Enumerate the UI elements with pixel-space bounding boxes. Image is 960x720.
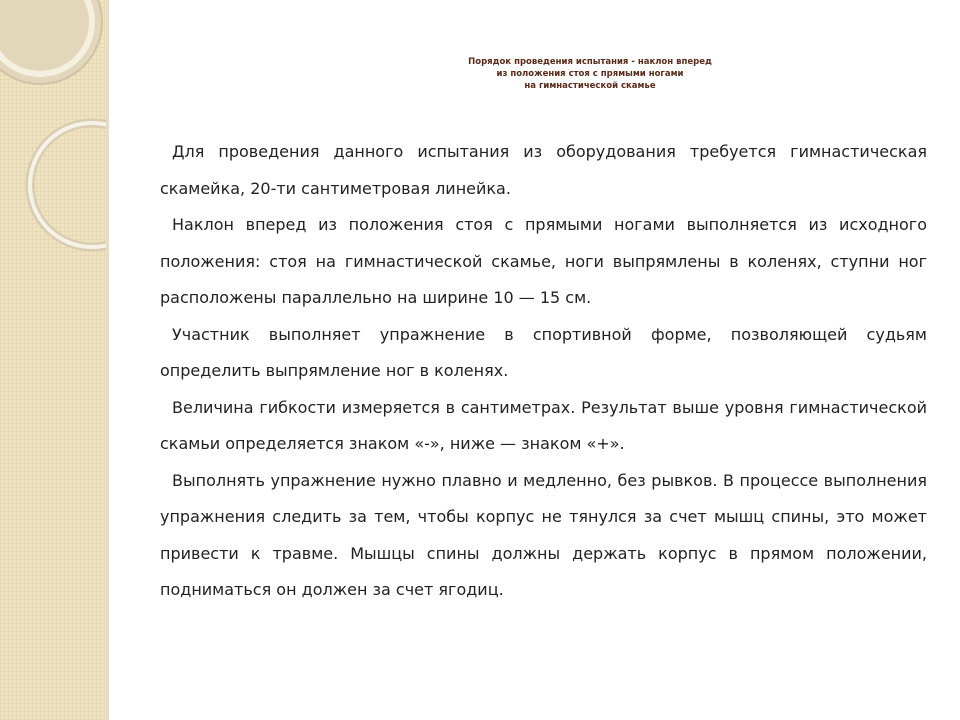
decorative-rings bbox=[0, 0, 108, 720]
title-line: из положения стоя с прямыми ногами bbox=[496, 69, 684, 79]
paragraph-technique: Выполнять упражнение нужно плавно и медленно, без рывков. В процессе выполнения упражнения следить за тем, чтобы корпус не тянулся за счет мышц спины, это может привести к травме. Мышцы спины должны держать корпус в прямом положении, подниматься он должен за счет ягодиц. bbox=[160, 470, 927, 599]
title-line: Порядок проведения испытания - наклон вперед bbox=[468, 57, 712, 67]
paragraph-participant-attire: Участник выполняет упражнение в спортивной форме, позволяющей судьям определить выпрямление ног в коленях. bbox=[160, 324, 927, 380]
paragraph-starting-position: Наклон вперед из положения стоя с прямыми ногами выполняется из исходного положения: стоя на гимнастической скамье, ноги выпрямлены в коленях, ступни ног расположены параллельно на ширине 10 — 15 см. bbox=[160, 215, 927, 307]
slide-body bbox=[160, 134, 927, 609]
paragraph-measurement: Величина гибкости измеряется в сантиметрах. Результат выше уровня гимнастической скамьи определяется знаком «-», ниже — знаком «+». bbox=[160, 397, 927, 453]
panel-divider bbox=[106, 0, 109, 720]
paragraph-equipment: Для проведения данного испытания из оборудования требуется гимнастическая скамейка, 20-ти сантиметровая линейка. bbox=[160, 142, 927, 198]
title-line: на гимнастической скамье bbox=[524, 81, 656, 91]
slide-title bbox=[380, 56, 800, 92]
